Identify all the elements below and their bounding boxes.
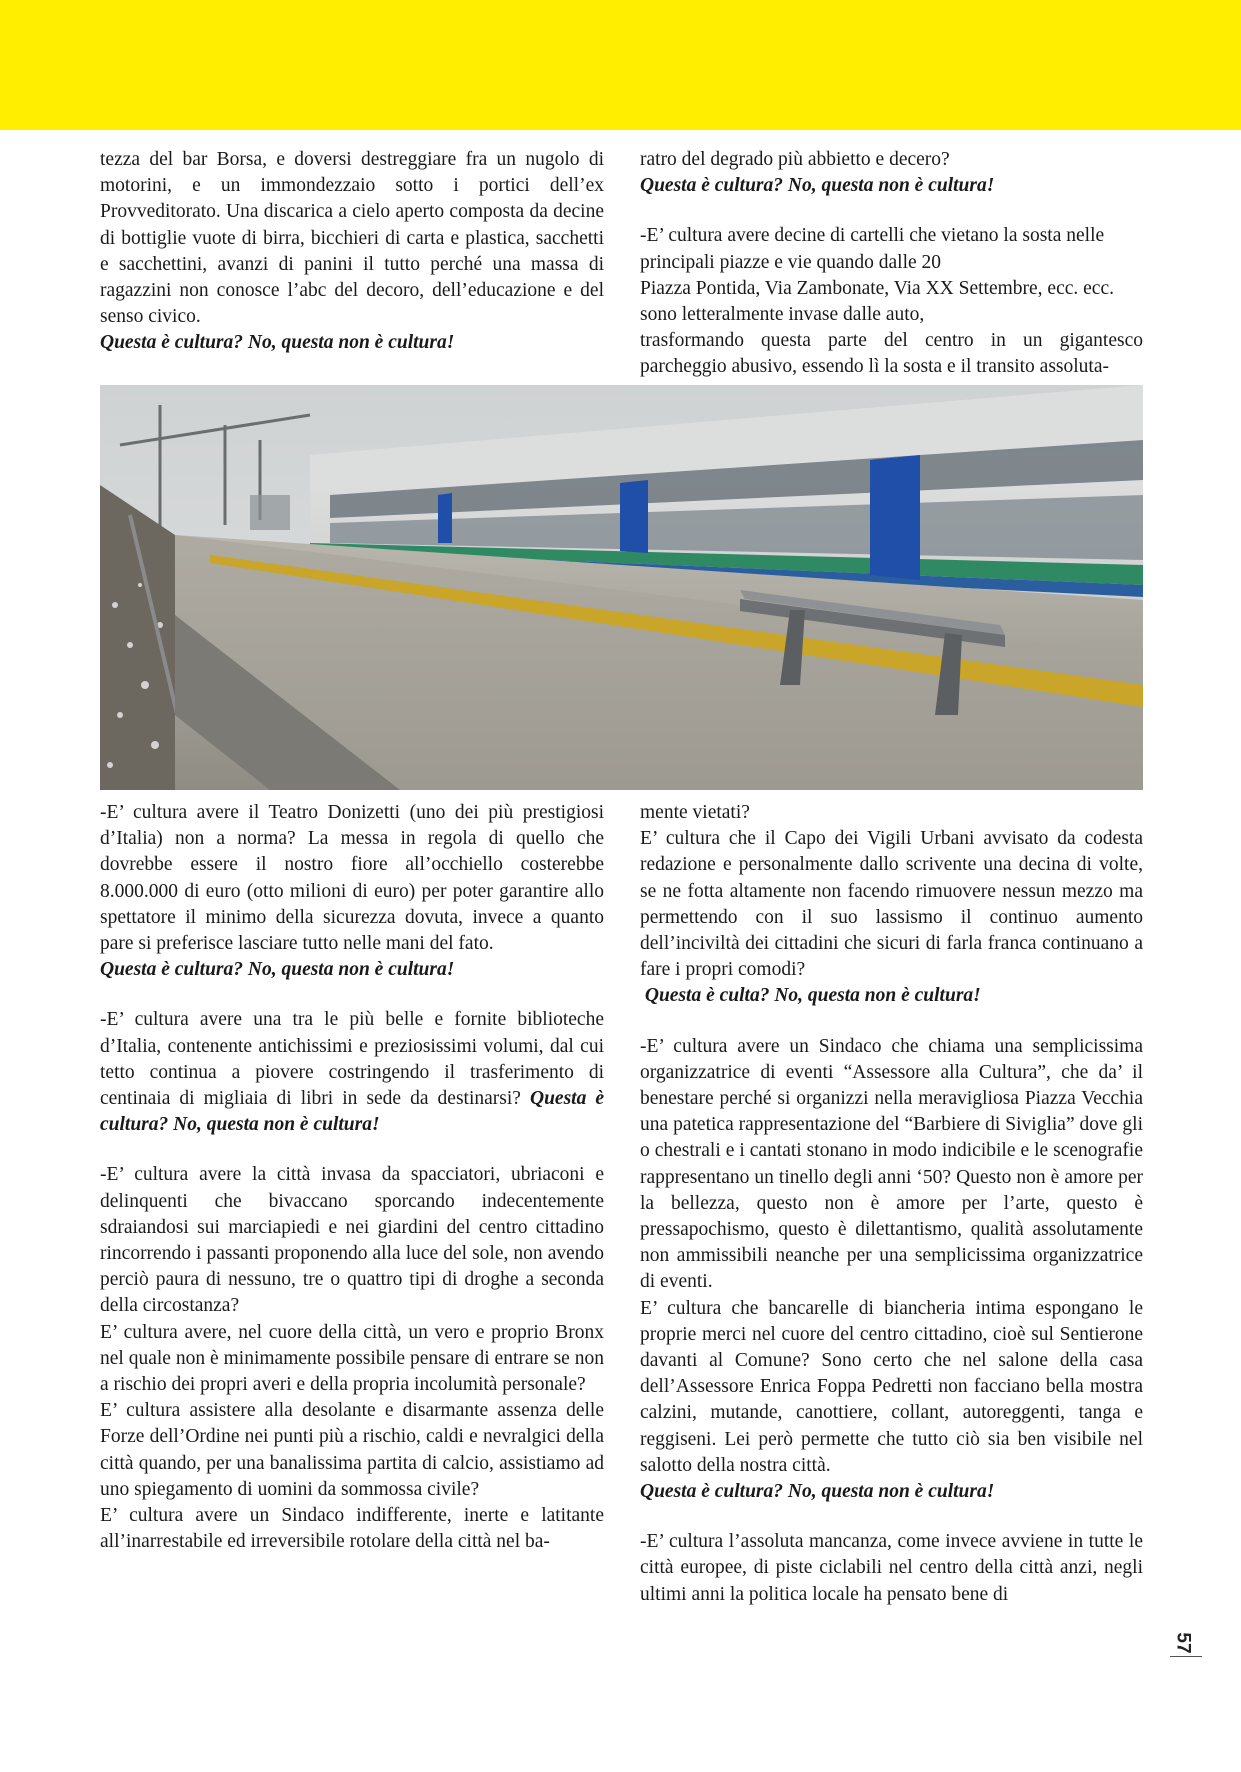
top-right-column — [640, 147, 1143, 381]
paragraph-text: -E’ cultura l’assoluta mancanza, come invece avviene in tutte le città europee, di piste ciclabili nel centro della città anzi, negli ultimi anni la politica locale ha pensato bene di — [640, 1531, 1143, 1605]
bottom-right-column — [640, 800, 1143, 1608]
paragraph-text: E’ cultura che il Capo dei Vigili Urbani avvisato da codesta redazione e personalmente dallo scrivente una decina di volte, se ne fotta altamente non facendo rimuovere nessun mezzo ma permettendo con il suo lassismo il continuo aumento dell’inciviltà dei cittadini che sicuri di farla franca continuano a fare i propri comodi? — [640, 828, 1143, 981]
paragraph-text: trasformando questa parte del centro in un gigantesco parcheggio abusivo, essendo lì la sosta e il transito assoluta- — [640, 330, 1143, 378]
paragraph-text: E’ cultura avere, nel cuore della città, un vero e proprio Bronx nel quale non è minimamente possibile pensare di entrare se non a rischio dei propri averi e della propria incolumità personale? — [100, 1321, 604, 1396]
header-band — [0, 0, 1241, 130]
top-left-column — [100, 147, 604, 357]
paragraph — [640, 800, 1143, 826]
paragraph — [640, 826, 1143, 983]
paragraph — [640, 223, 1143, 380]
refrain: Questa è cultura? No, questa non è cultura! — [100, 959, 455, 981]
paragraph-text: tezza del bar Borsa, e doversi destreggiare fra un nugolo di motorini, e un immondezzaio sotto i portici dell’ex Provveditorato. Una discarica a cielo aperto composta da decine di bottiglie vuote di birra, bicchieri di carta e plastica, sacchetti e sacchettini, avanzi di panini il tutto perché una massa di ragazzini non conosce l’abc del decoro, dell’educazione e del senso civico. — [100, 149, 604, 328]
page-number-rule — [1170, 1656, 1202, 1657]
refrain: Questa è cultura? No, questa non è cultura! — [640, 175, 995, 197]
paragraph-text: -E’ cultura avere la città invasa da spacciatori, ubriaconi e delinquenti che bivaccano sporcando indecentemente sdraiandosi sui marciapiedi e nei giardini del centro cittadino rincorrendo i passanti proponendo alla luce del sole, non avendo perciò paura di nessuno, tre o quattro tipi di droghe a seconda della circostanza? — [100, 1164, 604, 1317]
paragraph-text: ratro del degrado più abbietto e decero? — [640, 149, 950, 170]
paragraph — [100, 147, 604, 357]
paragraph — [640, 1296, 1143, 1506]
paragraph-text: -E’ cultura avere il Teatro Donizetti (uno dei più prestigiosi d’Italia) non a norma? La messa in regola di quello che dovrebbe essere il nostro fiore all’occhiello costerebbe 8.000.000 di euro (otto milioni di euro) per poter garantire allo spettatore il minimo della sicurezza dovuta, invece a quanto pare si preferisce lasciare tutto nelle mani del fato. — [100, 802, 604, 955]
paragraph — [100, 1007, 604, 1138]
paragraph-text: mente vietati? — [640, 802, 750, 823]
refrain-variant: Questa è culta? No, questa non è cultura! — [640, 985, 981, 1007]
train-station-photo — [100, 385, 1143, 790]
paragraph — [100, 1398, 604, 1503]
paragraph — [640, 1034, 1143, 1296]
page-number: 57 — [1172, 1632, 1194, 1654]
paragraph — [100, 800, 604, 983]
paragraph — [100, 1162, 604, 1319]
paragraph — [100, 1503, 604, 1555]
paragraph — [100, 1320, 604, 1399]
paragraph — [640, 1529, 1143, 1608]
refrain: Questa è cultura? No, questa non è cultura! — [100, 332, 455, 354]
paragraph-text: -E’ cultura avere una tra le più belle e fornite biblioteche d’Italia, contenente antichissimi e preziosissimi volumi, dal cui tetto continua a piovere costringendo il trasferimento di centinaia di migliaia di libri in sede da destinarsi? — [100, 1009, 604, 1110]
paragraph — [640, 147, 1143, 199]
bottom-left-column — [100, 800, 604, 1555]
paragraph-text: -E’ cultura avere decine di cartelli che vietano la sosta nelle principali piazze e vie quando dalle 20 — [640, 225, 1105, 273]
refrain: Questa è cultura? No, questa non è cultura! — [100, 1088, 605, 1136]
paragraph-text: E’ cultura che bancarelle di biancheria intima espongano le proprie merci nel cuore del centro cittadino, cioè sul Sentierone davanti al Comune? Sono certo che nel salone della casa dell’Assessore Enrica Foppa Pedretti non facciano bella mostra calzini, mutande, canottiere, collant, autoreggenti, tanga e reggiseni. Lei però permette che tutto ciò sia ben visibile nel salotto della nostra città. — [640, 1297, 1143, 1476]
paragraph-text: E’ cultura avere un Sindaco indifferente, inerte e latitante all’inarrestabile ed irreversibile rotolare della città nel ba- — [100, 1505, 604, 1553]
paragraph — [640, 983, 1143, 1009]
paragraph-text: E’ cultura assistere alla desolante e disarmante assenza delle Forze dell’Ordine nei punti più a rischio, caldi e nevralgici della città quando, per una banalissima partita di calcio, assistiamo ad uno spiegamento di uomini da sommossa civile? — [100, 1400, 604, 1500]
paragraph-text: Piazza Pontida, Via Zambonate, Via XX Settembre, ecc. ecc. sono letteralmente invase dalle auto, — [640, 277, 1114, 326]
refrain: Questa è cultura? No, questa non è cultura! — [640, 1481, 995, 1503]
paragraph-text: -E’ cultura avere un Sindaco che chiama una semplicissima organizzatrice di eventi “Assessore alla Cultura”, che da’ il benestare perché si organizzi nella meravigliosa Piazza Vecchia una patetica rappresentazione del “Barbiere di Siviglia” dove gli o chestrali e i cantati stonano in modo indicibile e le scenografie rappresentano un tinello degli anni ‘50? Questo non è amore per la bellezza, questo non è amore per l’arte, questo è pressapochismo, questo è dilettantismo, qualità assolutamente non ammissibili neanche per una semplicissima organizzatrice di eventi. — [640, 1035, 1143, 1293]
